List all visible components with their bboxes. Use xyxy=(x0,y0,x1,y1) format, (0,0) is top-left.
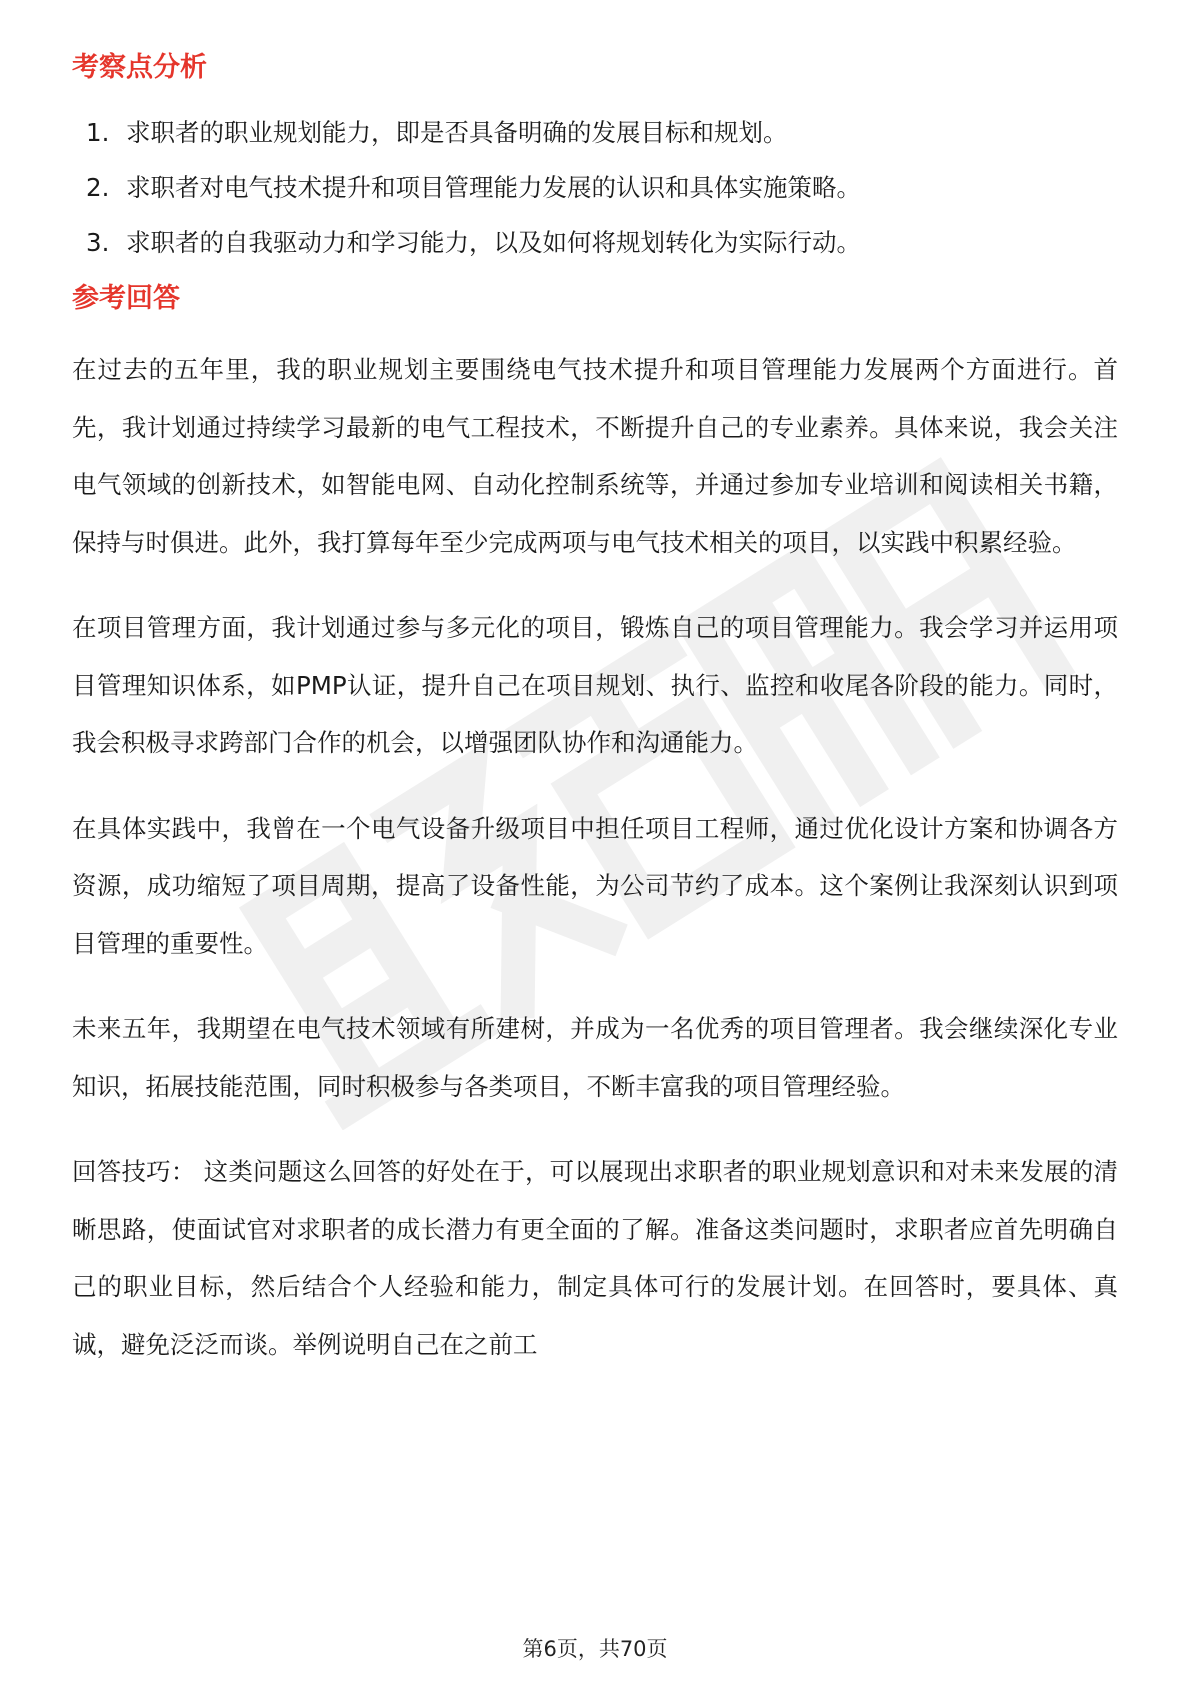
list-item-number: 2. xyxy=(86,173,110,202)
analysis-points-list xyxy=(72,114,1118,262)
list-item-text: 求职者的自我驱动力和学习能力，以及如何将规划转化为实际行动。 xyxy=(126,228,861,257)
list-item-number: 1. xyxy=(86,118,110,147)
page-number: 第6页，共70页 xyxy=(522,1637,668,1661)
answer-paragraph: 在过去的五年里，我的职业规划主要围绕电气技术提升和项目管理能力发展两个方面进行。首先，我计划通过持续学习最新的电气工程技术，不断提升自己的专业素养。具体来说，我会关注电气领域的创新技术，如智能电网、自动化控制系统等，并通过参加专业培训和阅读相关书籍，保持与时俱进。此外，我打算每年至少完成两项与电气技术相关的项目，以实践中积累经验。 xyxy=(72,355,1118,557)
answer-paragraph: 未来五年，我期望在电气技术领域有所建树，并成为一名优秀的项目管理者。我会继续深化专业知识，拓展技能范围，同时积极参与各类项目，不断丰富我的项目管理经验。 xyxy=(72,1014,1118,1101)
list-item xyxy=(72,224,1118,262)
list-item-number: 3. xyxy=(86,228,110,257)
answer-paragraph: 在项目管理方面，我计划通过参与多元化的项目，锻炼自己的项目管理能力。我会学习并运用项目管理知识体系，如PMP认证，提升自己在项目规划、执行、监控和收尾各阶段的能力。同时，我会积极寻求跨部门合作的机会，以增强团队协作和沟通能力。 xyxy=(72,613,1118,757)
answer-heading: 参考回答 xyxy=(72,283,180,314)
list-item-text: 求职者对电气技术提升和项目管理能力发展的认识和具体实施策略。 xyxy=(126,173,861,202)
tips-paragraph: 回答技巧： 这类问题这么回答的好处在于，可以展现出求职者的职业规划意识和对未来发展的清晰思路，使面试官对求职者的成长潜力有更全面的了解。准备这类问题时，求职者应首先明确自己的职业目标，然后结合个人经验和能力，制定具体可行的发展计划。在回答时，要具体、真诚，避免泛泛而谈。举例说明自己在之前工 xyxy=(72,1157,1118,1359)
list-item xyxy=(72,169,1118,207)
list-item-text: 求职者的职业规划能力，即是否具备明确的发展目标和规划。 xyxy=(126,118,788,147)
answer-paragraph: 在具体实践中，我曾在一个电气设备升级项目中担任项目工程师，通过优化设计方案和协调各方资源，成功缩短了项目周期，提高了设备性能，为公司节约了成本。这个案例让我深刻认识到项目管理的重要性。 xyxy=(72,813,1118,958)
analysis-heading: 考察点分析 xyxy=(72,52,207,83)
document-page xyxy=(72,48,1118,1373)
list-item xyxy=(72,114,1118,152)
